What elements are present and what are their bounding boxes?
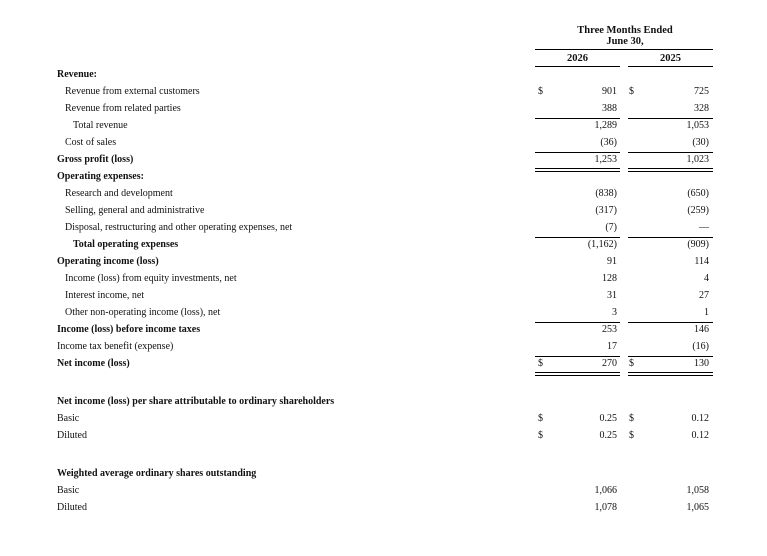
value-2025: 130 xyxy=(694,358,709,369)
row-label: Basic xyxy=(57,485,80,496)
period-header-line2: June 30, xyxy=(606,36,644,47)
subtotal-rule xyxy=(535,322,620,323)
currency-symbol-2025: $ xyxy=(629,358,634,369)
value-2025: (16) xyxy=(692,341,709,352)
subtotal-rule xyxy=(628,152,713,153)
value-2026: 270 xyxy=(602,358,617,369)
value-2026: 1,078 xyxy=(594,502,617,513)
value-2026: 253 xyxy=(602,324,617,335)
row-label: Revenue from related parties xyxy=(65,103,181,114)
row-label: Basic xyxy=(57,413,80,424)
currency-symbol-2026: $ xyxy=(538,430,543,441)
value-2026: 91 xyxy=(607,256,617,267)
value-2025: 1,053 xyxy=(686,120,709,131)
currency-symbol-2025: $ xyxy=(629,413,634,424)
value-2025: (909) xyxy=(687,239,709,250)
double-rule xyxy=(628,168,713,172)
value-2026: (317) xyxy=(595,205,617,216)
row-label: Interest income, net xyxy=(65,290,145,301)
row-label: Income (loss) from equity investments, net xyxy=(65,273,237,284)
double-rule xyxy=(628,372,713,376)
subtotal-rule xyxy=(628,322,713,323)
value-2025: 328 xyxy=(694,103,709,114)
value-2025: 1 xyxy=(704,307,709,318)
column-header-rule-2026 xyxy=(535,66,620,67)
column-header-rule-2025 xyxy=(628,66,713,67)
subtotal-rule xyxy=(535,118,620,119)
row-label: Net income (loss) xyxy=(57,358,130,369)
value-2026: 31 xyxy=(607,290,617,301)
value-2026: 1,289 xyxy=(594,120,617,131)
value-2025: — xyxy=(699,222,709,233)
value-2025: (259) xyxy=(687,205,709,216)
row-label: Other non-operating income (loss), net xyxy=(65,307,221,318)
value-2025: 725 xyxy=(694,86,709,97)
row-label: Disposal, restructuring and other operating expenses, net xyxy=(65,222,293,233)
value-2025: 27 xyxy=(699,290,709,301)
value-2026: 901 xyxy=(602,86,617,97)
row-label: Research and development xyxy=(65,188,173,199)
value-2026: (838) xyxy=(595,188,617,199)
value-2026: (7) xyxy=(605,222,617,233)
value-2025: 1,065 xyxy=(686,502,709,513)
value-2026: (1,162) xyxy=(587,239,617,250)
subtotal-rule xyxy=(628,118,713,119)
currency-symbol-2025: $ xyxy=(629,86,634,97)
currency-symbol-2026: $ xyxy=(538,413,543,424)
currency-symbol-2026: $ xyxy=(538,358,543,369)
subtotal-rule xyxy=(628,237,713,238)
value-2025: 0.12 xyxy=(691,413,709,424)
row-label: Revenue: xyxy=(57,69,97,80)
double-rule xyxy=(535,372,620,376)
value-2025: 1,023 xyxy=(686,154,709,165)
period-header-line1: Three Months Ended xyxy=(577,25,673,36)
column-header-2025: 2025 xyxy=(660,53,681,64)
row-label: Weighted average ordinary shares outstanding xyxy=(57,468,257,479)
row-label: Cost of sales xyxy=(65,137,117,148)
row-label: Diluted xyxy=(57,430,87,441)
row-label: Total operating expenses xyxy=(73,239,179,250)
row-label: Selling, general and administrative xyxy=(65,205,205,216)
value-2025: 0.12 xyxy=(691,430,709,441)
row-label: Operating income (loss) xyxy=(57,256,159,267)
subtotal-rule xyxy=(535,356,620,357)
row-label: Income tax benefit (expense) xyxy=(57,341,174,352)
currency-symbol-2025: $ xyxy=(629,430,634,441)
value-2026: 1,253 xyxy=(594,154,617,165)
row-label: Diluted xyxy=(57,502,87,513)
subtotal-rule xyxy=(535,152,620,153)
value-2026: 1,066 xyxy=(594,485,617,496)
value-2025: 114 xyxy=(694,256,709,267)
value-2025: 146 xyxy=(694,324,709,335)
value-2026: 0.25 xyxy=(599,413,617,424)
row-label: Gross profit (loss) xyxy=(57,154,134,165)
subtotal-rule xyxy=(535,237,620,238)
row-label: Net income (loss) per share attributable to ordinary shareholders xyxy=(57,396,335,407)
row-label: Income (loss) before income taxes xyxy=(57,324,201,335)
value-2026: (36) xyxy=(600,137,617,148)
value-2025: (650) xyxy=(687,188,709,199)
value-2026: 17 xyxy=(607,341,617,352)
column-header-2026: 2026 xyxy=(567,53,588,64)
value-2026: 3 xyxy=(612,307,617,318)
value-2025: (30) xyxy=(692,137,709,148)
value-2026: 0.25 xyxy=(599,430,617,441)
row-label: Operating expenses: xyxy=(57,171,144,182)
value-2025: 4 xyxy=(704,273,709,284)
value-2026: 388 xyxy=(602,103,617,114)
value-2026: 128 xyxy=(602,273,617,284)
subtotal-rule xyxy=(628,356,713,357)
header-rule xyxy=(535,49,713,50)
double-rule xyxy=(535,168,620,172)
currency-symbol-2026: $ xyxy=(538,86,543,97)
row-label: Total revenue xyxy=(73,120,128,131)
value-2025: 1,058 xyxy=(686,485,709,496)
row-label: Revenue from external customers xyxy=(65,86,200,97)
